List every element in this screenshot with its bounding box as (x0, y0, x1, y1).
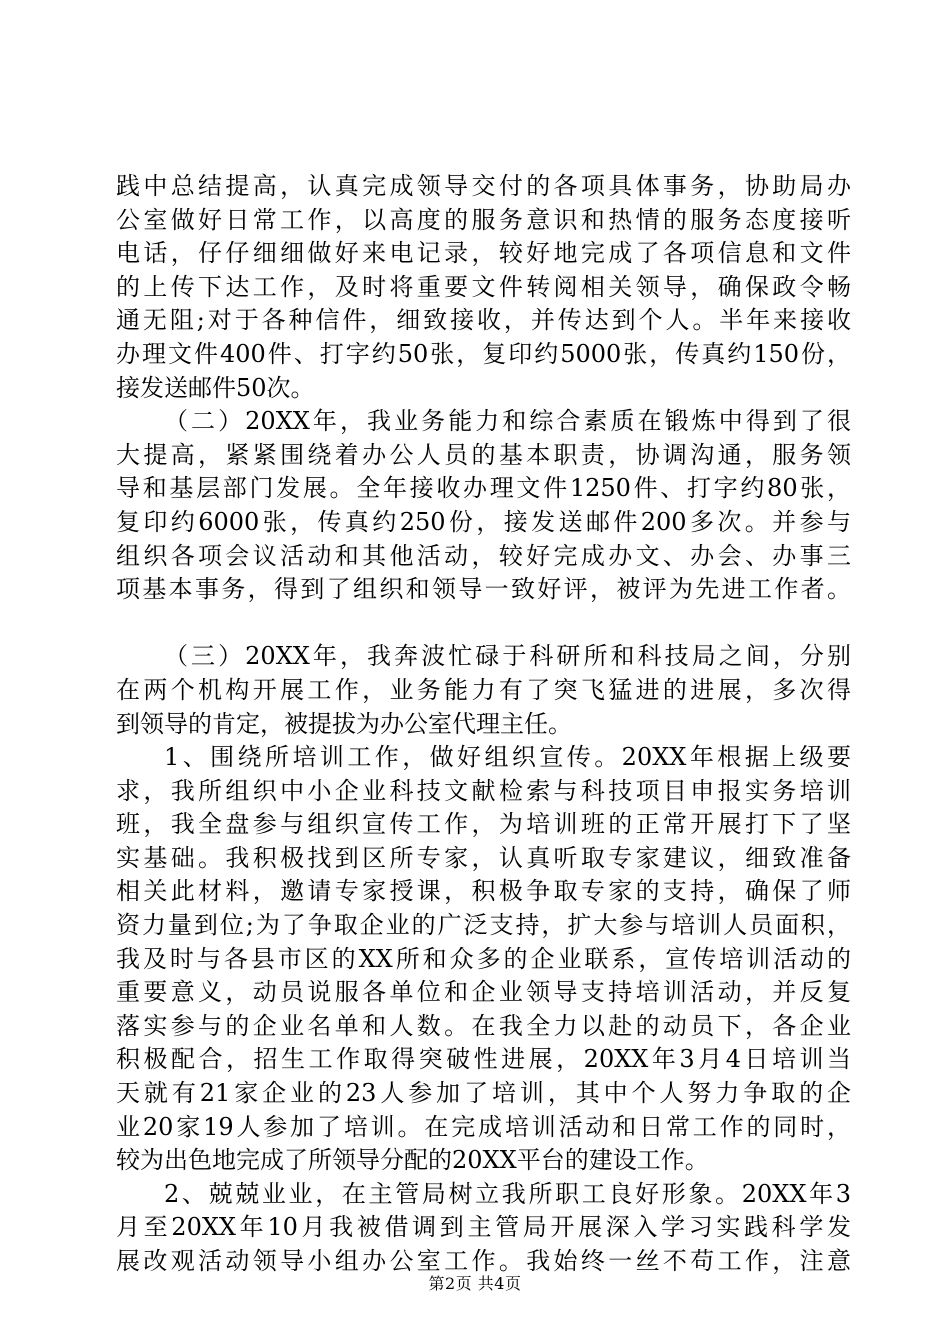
text-line: 积极配合，招生工作取得突破性进展，20XX年3月4日培训当 (116, 1045, 851, 1074)
text-line: 接发送邮件50次。 (116, 373, 315, 402)
text-line: 大提高，紧紧围绕着办公人员的基本职责，协调沟通，服务领 (116, 440, 851, 469)
paragraph-2-start: （二）20XX年，我业务能力和综合素质在锻炼中得到了很 (164, 407, 851, 436)
text-line: 天就有21家企业的23人参加了培训，其中个人努力争取的企 (116, 1079, 851, 1108)
text-line: 展改观活动领导小组办公室工作。我始终一丝不苟工作，注意 (116, 1247, 851, 1275)
item-1-start: 1、围绕所培训工作，做好组织宣传。20XX年根据上级要 (164, 743, 851, 772)
text-line: 公室做好日常工作，以高度的服务意识和热情的服务态度接听 (116, 205, 851, 234)
text-line: 实基础。我积极找到区所专家，认真听取专家建议，细致准备 (116, 843, 851, 872)
text-line: 班，我全盘参与组织宣传工作，为培训班的正常开展打下了坚 (116, 810, 851, 839)
text-line: 导和基层部门发展。全年接收办理文件1250件、打字约80张， (116, 474, 851, 503)
text-line: 业20家19人参加了培训。在完成培训活动和日常工作的同时， (116, 1112, 851, 1141)
body-text (116, 170, 851, 1279)
text-line: 的上传下达工作，及时将重要文件转阅相关领导，确保政令畅 (116, 272, 851, 301)
paragraph-3-start: （三）20XX年，我奔波忙碌于科研所和科技局之间，分别 (164, 642, 851, 671)
paragraph-gap (116, 607, 851, 641)
text-line: 在两个机构开展工作，业务能力有了突飞猛进的进展，多次得 (116, 675, 851, 704)
text-line: 重要意义，动员说服各单位和企业领导支持培训活动，并反复 (116, 978, 851, 1007)
text-line: 践中总结提高，认真完成领导交付的各项具体事务，协助局办 (116, 172, 851, 200)
text-line: 到领导的肯定，被提拔为办公室代理主任。 (116, 709, 572, 738)
text-line: 项基本事务，得到了组织和领导一致好评，被评为先进工作者。 (116, 575, 851, 604)
text-line: 资力量到位;为了争取企业的广泛支持，扩大参与培训人员面积， (116, 911, 851, 940)
text-line: 电话，仔仔细细做好来电记录，较好地完成了各项信息和文件 (116, 239, 851, 268)
text-line: 较为出色地完成了所领导分配的20XX平台的建设工作。 (116, 1146, 709, 1175)
item-2-start: 2、兢兢业业，在主管局树立我所职工良好形象。20XX年3 (164, 1179, 851, 1208)
text-line: 复印约6000张，传真约250份，接发送邮件200多次。并参与 (116, 507, 851, 536)
text-line: 组织各项会议活动和其他活动，较好完成办文、办会、办事三 (116, 541, 851, 570)
text-line: 落实参与的企业名单和人数。在我全力以赴的动员下，各企业 (116, 1011, 851, 1040)
text-line: 通无阻;对于各种信件，细致接收，并传达到个人。半年来接收 (116, 306, 851, 335)
text-line: 我及时与各县市区的XX所和众多的企业联系，宣传培训活动的 (116, 944, 851, 973)
text-line: 办理文件400件、打字约50张，复印约5000张，传真约150份， (116, 339, 851, 368)
text-line: 相关此材料，邀请专家授课，积极争取专家的支持，确保了师 (116, 877, 851, 906)
text-line: 求，我所组织中小企业科技文献检索与科技项目申报实务培训 (116, 776, 851, 805)
text-line: 月至20XX年10月我被借调到主管局开展深入学习实践科学发 (116, 1213, 851, 1242)
page-number-footer: 第2页 共4页 (428, 1274, 522, 1293)
